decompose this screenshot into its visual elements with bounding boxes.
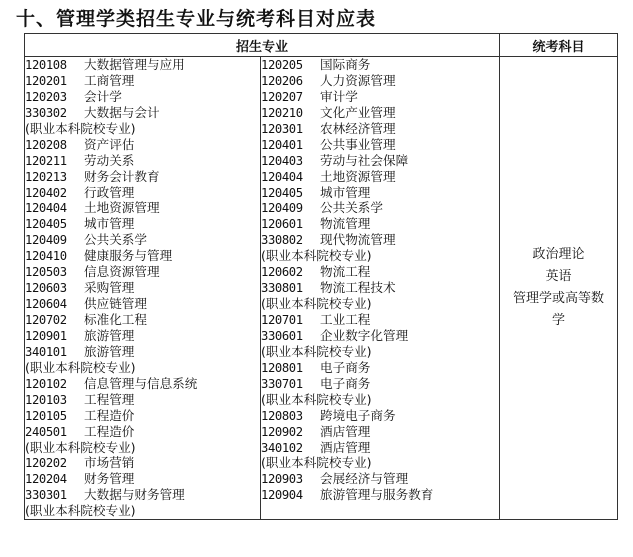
major-entry <box>25 153 260 169</box>
major-code: 120108 <box>25 58 67 72</box>
major-entry <box>25 392 260 408</box>
major-name: 劳动关系 <box>84 152 135 168</box>
major-name: 公共关系学 <box>320 200 383 216</box>
major-code: 120105 <box>25 408 67 423</box>
major-entry <box>25 296 260 312</box>
major-entry <box>261 169 499 185</box>
major-code: 120503 <box>25 265 67 280</box>
major-entry <box>25 89 260 105</box>
major-code: 120404 <box>261 169 303 184</box>
major-entry <box>25 280 260 296</box>
major-code: 120803 <box>261 408 303 423</box>
major-name: 跨境电子商务 <box>320 407 396 423</box>
major-entry <box>261 57 499 73</box>
major-note: (职业本科院校专业) <box>261 296 372 312</box>
major-code: 330302 <box>25 105 67 120</box>
major-name: 现代物流管理 <box>320 232 396 248</box>
major-name: 信息资源管理 <box>84 264 160 280</box>
major-code: 240501 <box>25 424 67 439</box>
major-entry <box>261 424 499 440</box>
major-entry <box>25 248 260 264</box>
major-name: 土地资源管理 <box>84 200 160 216</box>
major-name: 旅游管理 <box>84 343 135 359</box>
major-entry <box>261 392 499 408</box>
major-entry <box>261 200 499 216</box>
table-header-row <box>25 34 618 57</box>
major-code: 340102 <box>261 440 303 455</box>
major-code: 120206 <box>261 73 303 88</box>
major-name: 酒店管理 <box>320 423 371 439</box>
major-code: 120702 <box>25 313 67 327</box>
exam-subjects-cell <box>500 57 618 520</box>
major-entry <box>25 440 260 456</box>
major-code: 120213 <box>25 169 67 184</box>
major-entry <box>261 89 499 105</box>
major-entry <box>261 232 499 248</box>
major-name: 会计学 <box>84 88 122 104</box>
major-code: 330301 <box>25 488 67 503</box>
major-name: 工程造价 <box>84 423 135 439</box>
major-entry <box>25 216 260 232</box>
major-code: 120202 <box>25 456 67 471</box>
major-name: 城市管理 <box>320 184 371 200</box>
major-entry <box>261 312 499 328</box>
exam-subject: 政治理论 <box>532 247 585 263</box>
major-code: 330802 <box>261 233 303 248</box>
major-name: 工业工程 <box>320 312 371 327</box>
exam-header: 统考科目 <box>500 34 618 57</box>
major-name: 工程管理 <box>84 391 135 407</box>
major-name: 城市管理 <box>84 216 135 232</box>
major-note: (职业本科院校专业) <box>261 248 372 264</box>
major-entry <box>261 264 499 280</box>
major-code: 120602 <box>261 265 303 280</box>
major-name: 物流工程技术 <box>320 280 396 296</box>
major-entry <box>261 328 499 344</box>
major-code: 120701 <box>261 313 303 327</box>
major-code: 120903 <box>261 472 303 487</box>
major-name: 人力资源管理 <box>320 72 396 88</box>
major-entry <box>25 471 260 487</box>
major-code: 120210 <box>261 105 303 120</box>
major-code: 120207 <box>261 89 303 104</box>
major-code: 120901 <box>25 328 67 343</box>
major-entry <box>261 455 499 471</box>
major-entry <box>261 216 499 232</box>
major-code: 120603 <box>25 281 67 296</box>
major-name: 大数据与会计 <box>84 104 160 120</box>
major-name: 公共关系学 <box>84 232 147 248</box>
major-name: 工程造价 <box>84 407 135 423</box>
major-exam-table <box>24 33 618 520</box>
major-name: 农林经济管理 <box>320 120 396 136</box>
major-name: 审计学 <box>320 88 358 104</box>
major-code: 120204 <box>25 472 67 487</box>
major-entry <box>25 137 260 153</box>
major-entry <box>261 105 499 121</box>
major-note: (职业本科院校专业) <box>25 120 136 136</box>
major-name: 会展经济与管理 <box>320 471 409 487</box>
major-entry <box>25 408 260 424</box>
major-code: 120902 <box>261 424 303 439</box>
major-name: 信息管理与信息系统 <box>84 375 198 391</box>
major-name: 旅游管理 <box>84 327 135 343</box>
major-code: 340101 <box>25 344 67 359</box>
major-code: 120102 <box>25 376 67 391</box>
major-entry <box>261 73 499 89</box>
major-note: (职业本科院校专业) <box>261 391 372 407</box>
major-code: 120410 <box>25 249 67 264</box>
major-code: 330701 <box>261 376 303 391</box>
major-name: 资产评估 <box>84 136 135 152</box>
major-entry <box>261 121 499 137</box>
major-code: 120405 <box>261 185 303 200</box>
major-entry <box>25 105 260 121</box>
exam-subject: 英语 <box>545 269 572 285</box>
major-entry <box>25 121 260 137</box>
major-entry <box>261 296 499 312</box>
exam-subject: 学 <box>552 313 566 329</box>
major-entry <box>261 248 499 264</box>
major-code: 120301 <box>261 121 303 136</box>
major-entry <box>261 344 499 360</box>
major-name: 公共事业管理 <box>320 136 396 152</box>
major-name: 健康服务与管理 <box>84 248 173 264</box>
major-entry <box>25 455 260 471</box>
major-name: 旅游管理与服务教育 <box>320 487 434 503</box>
major-code: 120211 <box>25 153 67 168</box>
major-entry <box>25 200 260 216</box>
major-code: 330801 <box>261 281 303 296</box>
page-title: 十、管理学类招生专业与统考科目对应表 <box>16 8 377 30</box>
major-code: 120208 <box>25 137 67 152</box>
major-entry <box>261 280 499 296</box>
major-name: 市场营销 <box>84 455 135 471</box>
major-entry <box>25 376 260 392</box>
major-note: (职业本科院校专业) <box>25 439 136 455</box>
major-code: 330601 <box>261 328 303 343</box>
major-entry <box>25 169 260 185</box>
major-name: 土地资源管理 <box>320 168 396 184</box>
major-code: 120604 <box>25 297 67 312</box>
major-name: 财务会计教育 <box>84 168 160 184</box>
major-entry <box>261 153 499 169</box>
major-code: 120402 <box>25 185 67 200</box>
major-entry <box>25 312 260 328</box>
major-name: 企业数字化管理 <box>320 327 409 343</box>
major-code: 120409 <box>261 201 303 216</box>
exam-subject: 管理学或高等数 <box>513 291 605 307</box>
major-name: 电子商务 <box>320 375 371 391</box>
majors-right-column <box>261 57 500 520</box>
major-code: 120401 <box>261 137 303 152</box>
major-entry <box>261 185 499 201</box>
major-code: 120201 <box>25 73 67 88</box>
major-entry <box>25 328 260 344</box>
major-note: (职业本科院校专业) <box>261 343 372 359</box>
major-entry <box>25 360 260 376</box>
major-code: 120403 <box>261 153 303 168</box>
major-name: 标准化工程 <box>84 312 147 327</box>
major-entry <box>261 471 499 487</box>
major-code: 120103 <box>25 392 67 407</box>
major-name: 供应链管理 <box>84 296 147 312</box>
major-entry <box>25 185 260 201</box>
major-code: 120405 <box>25 217 67 232</box>
major-entry <box>261 408 499 424</box>
major-code: 120409 <box>25 233 67 248</box>
major-note: (职业本科院校专业) <box>25 503 136 519</box>
major-name: 大数据管理与应用 <box>84 57 185 72</box>
major-name: 国际商务 <box>320 57 371 72</box>
major-note: (职业本科院校专业) <box>261 455 372 471</box>
major-name: 财务管理 <box>84 471 135 487</box>
major-name: 劳动与社会保障 <box>320 152 409 168</box>
major-entry <box>261 376 499 392</box>
major-name: 文化产业管理 <box>320 104 396 120</box>
major-code: 120801 <box>261 360 303 375</box>
major-name: 物流工程 <box>320 264 371 280</box>
major-entry <box>25 264 260 280</box>
major-name: 物流管理 <box>320 216 371 232</box>
major-entry <box>261 440 499 456</box>
major-code: 120601 <box>261 217 303 232</box>
major-entry <box>25 487 260 503</box>
major-code: 120203 <box>25 89 67 104</box>
major-entry <box>261 360 499 376</box>
major-name: 酒店管理 <box>320 439 371 455</box>
major-entry <box>25 344 260 360</box>
major-note: (职业本科院校专业) <box>25 359 136 375</box>
majors-header: 招生专业 <box>25 34 500 57</box>
major-code: 120404 <box>25 201 67 216</box>
majors-left-column <box>25 57 261 520</box>
major-entry <box>261 487 499 503</box>
major-code: 120205 <box>261 58 303 72</box>
major-entry <box>25 424 260 440</box>
major-entry <box>25 73 260 89</box>
major-code: 120904 <box>261 488 303 503</box>
major-name: 行政管理 <box>84 184 135 200</box>
major-name: 采购管理 <box>84 280 135 296</box>
major-entry <box>25 503 260 519</box>
major-name: 电子商务 <box>320 359 371 375</box>
major-entry <box>25 57 260 73</box>
major-name: 大数据与财务管理 <box>84 487 185 503</box>
major-entry <box>25 232 260 248</box>
major-entry <box>261 137 499 153</box>
major-name: 工商管理 <box>84 72 135 88</box>
table-body-row <box>25 57 618 520</box>
